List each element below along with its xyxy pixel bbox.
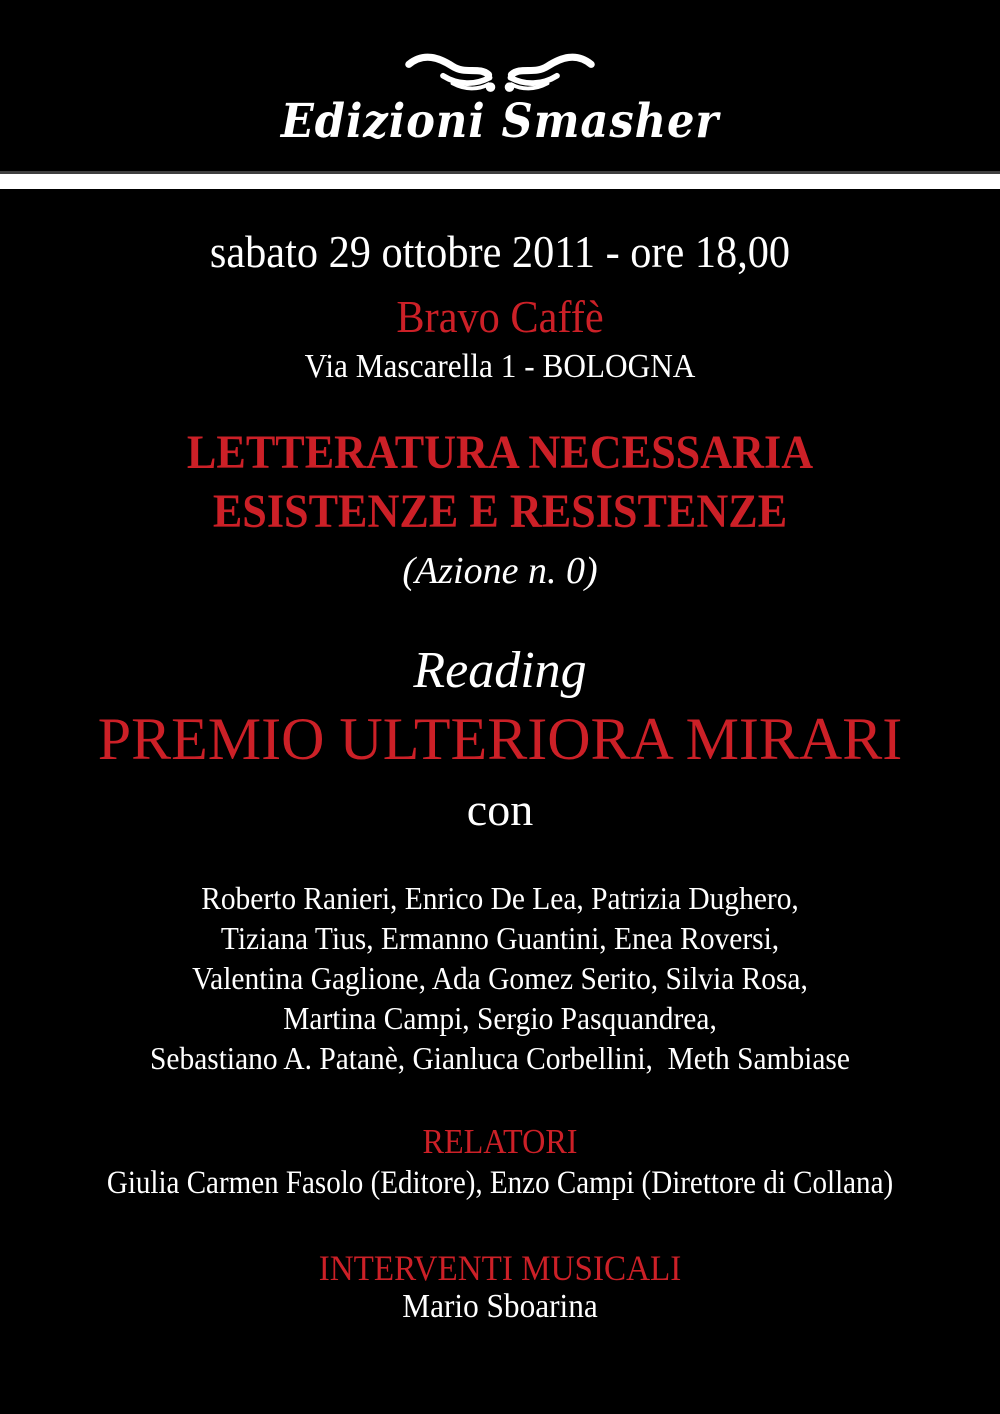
divider-bar: [0, 174, 1000, 189]
participants-line: Valentina Gaglione, Ada Gomez Serito, Silvia Rosa,: [192, 960, 808, 996]
participants-line: Roberto Ranieri, Enrico De Lea, Patrizia Dughero,: [201, 880, 799, 916]
event-venue: Bravo Caffè: [396, 291, 604, 342]
participants-line: Martina Campi, Sergio Pasquandrea,: [283, 1000, 717, 1036]
with-label: con: [466, 784, 534, 835]
double-flourish-icon: [405, 50, 595, 92]
speakers-heading: RELATORI: [422, 1122, 578, 1161]
music-heading: INTERVENTI MUSICALI: [318, 1248, 682, 1288]
event-subtitle: (Azione n. 0): [402, 550, 598, 592]
publisher-name: Edizioni Smasher: [280, 94, 720, 149]
event-address: Via Mascarella 1 - BOLOGNA: [304, 348, 696, 385]
musician-name: Mario Sboarina: [402, 1288, 598, 1325]
event-title-line1: LETTERATURA NECESSARIA: [186, 426, 814, 479]
award-title: PREMIO ULTERIORA MIRARI: [97, 706, 903, 772]
reading-label: Reading: [413, 642, 587, 699]
event-title-line2: ESISTENZE E RESISTENZE: [212, 485, 788, 538]
event-datetime: sabato 29 ottobre 2011 - ore 18,00: [209, 226, 791, 277]
participants-line: Sebastiano A. Patanè, Gianluca Corbellini, Meth Sambiase: [150, 1040, 850, 1076]
participants-list: [40, 878, 960, 1078]
participants-line: Tiziana Tius, Ermanno Guantini, Enea Roversi,: [220, 920, 780, 956]
publisher-logo: [0, 50, 1000, 97]
speakers-names: Giulia Carmen Fasolo (Editore), Enzo Campi (Direttore di Collana): [106, 1165, 894, 1201]
